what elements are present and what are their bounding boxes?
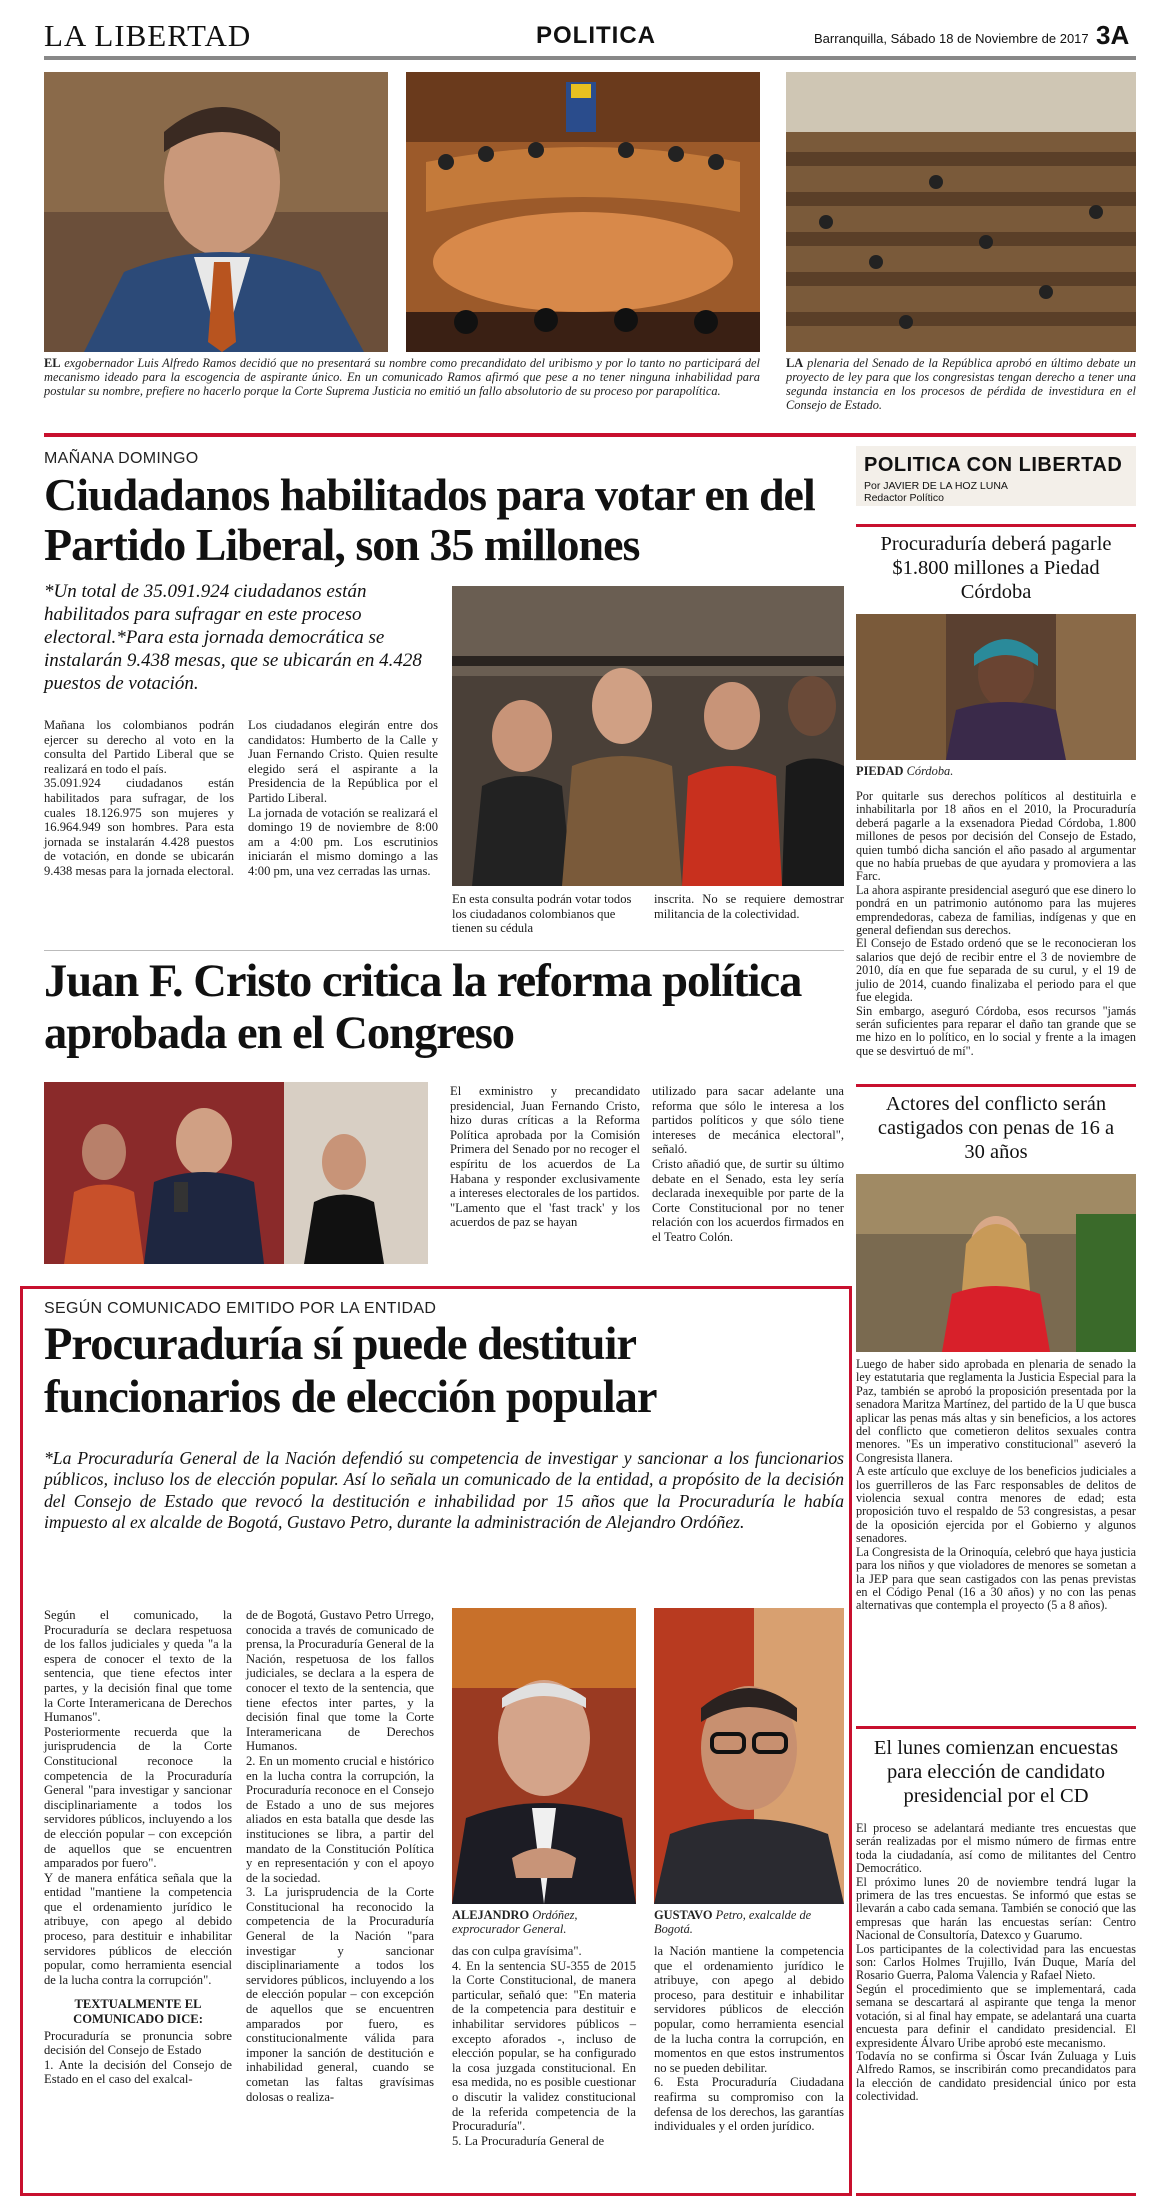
photo-piedad-cordoba — [856, 614, 1136, 760]
story2-col2-p1: utilizado para sacar adelante una reforma que sólo le interesa a los partidos políticos y que sólo tiene intereses de mecánica electoral", señaló. — [652, 1084, 844, 1157]
story3-lead: *La Procuraduría General de la Nación defendió su competencia de investigar y sancionar a los funcionarios públicos, incluso los de elección popular. Así lo señala un comunicado de la entidad, a propósito de la decisión del Consejo de Estado que revocó la destitución e inhabilidad por 15 años que la Procuraduría le había impuesto al ex alcalde de Bogotá, Gustavo Petro, durante la administración de Alejandro Ordóñez. — [44, 1448, 844, 1533]
caption-senate-text: plenaria del Senado de la República aprobó en último debate un proyecto de ley para que los congresistas tengan derecho a tener una segunda instancia en los procesos de pérdida de investidura en el Consejo de Estado. — [786, 356, 1136, 412]
caption-ramos-text: exgobernador Luis Alfredo Ramos decidió que no presentará su nombre como precandidato del uribismo y por lo tanto no participará del mecanismo ideado para la escogencia de aspirante único. En un comunicado Ramos afirmó que pese a no tener ninguna inhabilidad para postular su nombre, prefiere no hacerlo porque la Corte Suprema Justicia no emitió un fallo absolutorio de su proceso por parapolítica. — [44, 356, 760, 398]
story3-col3-p2: 4. En la sentencia SU-355 de 2015 la Corte Constitucional, de manera particular, señaló que: "En materia de la competencia para destituir e inhabilitar servidores públicos – excepto aforados -, incluso de elección popular, se ha configurado la cosa juzgada constitucional. En esa medida, no es posible cuestionar o discutir la validez constitucional de la referida competencia de la Procuraduría". — [452, 1958, 636, 2134]
story3-col4-p2: 6. Esta Procuraduría Ciudadana reafirma su compromiso con la defensa de los derechos, las garantías individuales y el orden jurídico. — [654, 2075, 844, 2134]
story1-photo-text-left: En esta consulta podrán votar todos los ciudadanos colombianos que tienen su cédula — [452, 892, 632, 936]
story1-col2-p2: La jornada de votación se realizará el domingo 19 de noviembre de 8:00 am a 4:00 pm. Los escrutinios iniciarán el mismo domingo a las 4:00 pm, una vez cerradas las urnas. — [248, 805, 438, 878]
photo-juan-cristo — [44, 1082, 428, 1264]
sidebar — [856, 446, 1136, 2196]
sidebar-item3-p2: El próximo lunes 20 de noviembre tendrá lugar la primera de las tres encuestas. Se informó que estas se llevarán a cabo cada semana. También se conoció que las empresas que harán las encuestas serían: Centro Nacional de Consultoría, Datexco y Guarumo. — [856, 1874, 1136, 1943]
sidebar-item1-headline: Procuraduría deberá pagarle $1.800 millones a Piedad Córdoba — [880, 533, 1112, 603]
sidebar-item1-p1: Por quitarle sus derechos políticos al destituirla e inhabilitarla por 18 años en el 2010, la Procuraduría deberá pagarle a la exsenadora Piedad Córdoba, 1.800 millones de pesos por decisión del Consejo de Estado, quien tumbó dicha sanción el año pasado al argumentar que no había pruebas de que ayudara y promoviera a las Farc. — [856, 789, 1136, 884]
section-name: POLITICA — [536, 22, 656, 49]
caption-petro-text: Petro, exalcalde de Bogotá. — [654, 1908, 812, 1936]
photo-gustavo-petro — [654, 1608, 844, 1904]
caption-ordonez-lead: ALEJANDRO — [452, 1908, 530, 1922]
story3-col2-p3: 3. La jurisprudencia de la Corte Constitucional ha reconocido la competencia de la Procuraduría General de la Nación "para investigar y sancionar disciplinariamente a todos los servidores públicos, incluyendo a los de elección popular – con excepción de aquellos que se encuentren amparados por fuero, es constitucionalmente válida para imponer la sanción de destitución e inhabilidad general, cuando se cometan las faltas gravísimas dolosas o realiza- — [246, 1885, 434, 2104]
photo-senate-plenary — [786, 72, 1136, 352]
caption-piedad — [856, 764, 1136, 778]
story3-col3-p1: das con culpa gravísima". — [452, 1944, 582, 1958]
caption-petro — [654, 1908, 844, 1936]
sidebar-item3-p4: Según el procedimiento que se implementará, cada semana se descartará al aspirante que tenga la menor votación, si al final hay empate, se adelantará una cuarta encuesta para definir el candidato presidencial. El expresidente Álvaro Uribe aprobó este mecanismo. — [856, 1981, 1136, 2050]
photo-liberal-voters — [452, 586, 844, 886]
story3-col4-p1: la Nación mantiene la competencia que el ordenamiento jurídico le atribuye, con apego al debido proceso, para destituir e inhabilitar servidores públicos de elección popular, como herramienta esencial de la lucha contra la corrupción, en momentos en que estos instrumentos no se pueden debilitar. — [654, 1944, 844, 2075]
story2-col1-p2: "Lamento que el 'fast track' y los acuerdos de paz se hayan — [450, 1200, 640, 1230]
sidebar-item2-p3: La Congresista de la Orinoquía, celebró que haya justicia para los niños y que violadores de menores se sometan a la JEP para que sean castigados con las penas previstas en el Código Penal (16 a 30 años) y no con las penas alternativas que contempla el proyecto (5 a 8 años). — [856, 1544, 1136, 1613]
story3-col1-p1: Según el comunicado, la Procuraduría se declara respetuosa de los fallos judiciales y queda "a la espera de conocer el texto de la sentencia, que tiene efectos inter partes, y la decisión final que tome la Corte Interamericana de Derechos Humanos". — [44, 1608, 232, 1725]
sidebar-byline: Por JAVIER DE LA HOZ LUNA — [864, 480, 1008, 492]
page-number: 3A — [1096, 20, 1130, 50]
story3-col1-tail2: 1. Ante la decisión del Consejo de Estado en el caso del exalcal- — [44, 2057, 232, 2087]
story3-col2-p2: 2. En un momento crucial e histórico en la lucha contra la corrupción, la Procuraduría reconoce en el Consejo de Estado a uno de sus mejores aliados en esta batalla que desde las instituciones se libra, a partir del mandato de la Constitución Política y en representación y con el apoyo de la sociedad. — [246, 1753, 434, 1885]
story3-col2-p1: de de Bogotá, Gustavo Petro Urrego, conocida a través de comunicado de prensa, la Procuraduría General de la Nación, respetuosa de los fallos judiciales, se declara a la espera de conocer el texto de la sentencia, que tiene efectos inter partes, y la decisión final que tome la Corte Interamericana de Derechos Humanos. — [246, 1608, 434, 1754]
caption-piedad-lead: PIEDAD — [856, 764, 904, 778]
sidebar-item2-p2: A este artículo que excluye de los beneficios judiciales a los guerrilleros de las Farc responsables de delitos de violencia sexual contra menores de edad; esta proposición tuvo el respaldo de 53 congresistas, a pesar de la oposición ejercida por el Gobierno y algunos senadores. — [856, 1464, 1136, 1546]
photo-maritza-martinez — [856, 1174, 1136, 1352]
story3-kicker: SEGÚN COMUNICADO EMITIDO POR LA ENTIDAD — [44, 1300, 437, 1317]
sidebar-item2-body — [856, 1358, 1136, 1613]
story1-kicker: MAÑANA DOMINGO — [44, 450, 199, 467]
sidebar-role: Redactor Político — [864, 492, 944, 504]
story1-photo-text-right: inscrita. No se requiere demostrar militancia de la colectividad. — [654, 892, 844, 921]
sidebar-item2-headline: Actores del conflicto serán castigados con penas de 16 a 30 años — [877, 1093, 1115, 1163]
sidebar-rule-3 — [856, 1726, 1136, 1729]
story1-col1-p2: 35.091.924 ciudadanos están habilitados para sufragar, de los cuales 18.126.975 son mujeres y 16.964.949 son hombres. Para esta jornada se instalarán 4.428 puestos de votación, en donde se ubicarán 9.438 mesas para la jornada electoral. — [44, 776, 234, 878]
sidebar-title: POLITICA CON LIBERTAD — [864, 454, 1123, 476]
masthead-rule — [44, 56, 1136, 60]
sidebar-item3-p1: El proceso se adelantará mediante tres encuestas que serán realizadas por el mismo número de firmas entre toda la ciudadanía, así como de militantes del Centro Democrático. — [856, 1821, 1136, 1876]
sidebar-item1-p3: El Consejo de Estado ordenó que se le reconocieran los salarios que dejó de recibir entre el 3 de noviembre de 2010, día en que fue separada de su curul, y el 19 de julio de 2014, cuando finalizaba el periodo para el que fue elegida. — [856, 936, 1136, 1005]
sidebar-item3-body — [856, 1822, 1136, 2104]
story3-col1 — [44, 1608, 232, 2087]
caption-ramos — [44, 356, 760, 398]
caption-ordonez-text: Ordóñez, exprocurador General. — [452, 1908, 578, 1936]
caption-senate — [786, 356, 1136, 412]
caption-piedad-text: Córdoba. — [906, 764, 954, 778]
story2-col2 — [652, 1084, 844, 1245]
story3-col2 — [246, 1608, 434, 2104]
sidebar-item3-p5: Todavía no se confirma si Óscar Iván Zuluaga y Luis Alfredo Ramos, se inscribirán como precandidatos para la elección de candidato presidencial único por esta colectividad. — [856, 2048, 1136, 2104]
photo-alejandro-ordonez — [452, 1608, 636, 1904]
sidebar-rule-1 — [856, 524, 1136, 527]
caption-ramos-lead: EL — [44, 356, 61, 370]
story1-lead: *Un total de 35.091.924 ciudadanos están habilitados para sufragar en este proceso electoral.*Para esta jornada democrática se instalarán 9.438 mesas, que se ubicarán en 4.428 puestos de votación. — [44, 581, 422, 694]
story3-col1-subhead: TEXTUALMENTE EL COMUNICADO DICE: — [73, 1997, 203, 2027]
sidebar-rule-2 — [856, 1084, 1136, 1087]
story2-col2-p2: Cristo añadió que, de surtir su último debate en el Senado, esta ley sería declarada inexequible por parte de la Corte Constitucional por no tener relación con los acuerdos firmados en el Teatro Colón. — [652, 1156, 844, 1244]
story3-col4 — [654, 1944, 844, 2134]
issue-date: Barranquilla, Sábado 18 de Noviembre de 2017 — [814, 31, 1089, 46]
story1-rule — [44, 950, 844, 951]
story1-col2 — [248, 718, 438, 879]
story1-col1-p1: Mañana los colombianos podrán ejercer su derecho al voto en la consulta del Partido Liberal que se realizará en todo el país. — [44, 718, 234, 776]
caption-petro-lead: GUSTAVO — [654, 1908, 713, 1922]
story3-col1-p3: Y de manera enfática señala que la entidad "mantiene la competencia que el ordenamiento jurídico le atribuye, con apego al debido proceso, para destituir e inhabilitar servidores públicos de elección popular, como herramienta esencial de la lucha contra la corrupción". — [44, 1870, 232, 1987]
photo-supreme-court — [406, 72, 760, 352]
masthead — [44, 14, 1136, 58]
sidebar-bottom-rule — [856, 2193, 1136, 2196]
sidebar-item3-headline: El lunes comienzan encuestas para elección de candidato presidencial por el CD — [873, 1737, 1119, 1807]
photo-luis-alfredo-ramos — [44, 72, 388, 352]
caption-ordonez — [452, 1908, 636, 1936]
story3-col1-tail1: Procuraduría se pronuncia sobre decisión del Consejo de Estado — [44, 2028, 232, 2058]
caption-senate-lead: LA — [786, 356, 804, 370]
sidebar-item2-p1: Luego de haber sido aprobada en plenaria de senado la ley estatutaria que reglamenta la Justicia Especial para la Paz, también se aprobó la proposición presentada por la senadora Maritza Martínez, del partido de la U que busca aplicar las penas más altas y sin beneficios, a los actores del conflicto que cometieron delitos sexuales contra menores. "Es un imperativo constitucional" aseveró la Congresista llanera. — [856, 1357, 1136, 1465]
story3-col3 — [452, 1944, 636, 2148]
sidebar-item1-p4: Sin embargo, aseguró Córdoba, esos recursos "jamás serán suficientes para reparar el daño tan grande que se me hizo en lo político, en lo social y frente a la imagen que se desvirtuó de mí". — [856, 1003, 1136, 1058]
sidebar-item1-body — [856, 790, 1136, 1058]
story1-col2-p1: Los ciudadanos elegirán entre dos candidatos: Humberto de la Calle y Juan Fernando Cristo. Quien resulte elegido será el aspirante a la Presidencia de la República por el Partido Liberal. — [248, 718, 438, 805]
sidebar-item1-p2: La ahora aspirante presidencial aseguró que ese dinero lo pondrá en un patrimonio autónomo para las mujeres emprendedoras, cabeza de familias, indígenas y que en general defiendan sus derechos. — [856, 882, 1136, 938]
story1-headline: Ciudadanos habilitados para votar en del Partido Liberal, son 35 millones — [44, 469, 815, 570]
story2-headline: Juan F. Cristo critica la reforma política aprobada en el Congreso — [44, 956, 802, 1059]
story1-col1 — [44, 718, 234, 879]
paper-name: LA LIBERTAD — [44, 18, 252, 53]
story2-col1-p1: El exministro y precandidato presidencial, Juan Fernando Cristo, hizo duras críticas a la Reforma Política aprobada por la Comisión Primera del Senado por no recoger el espíritu de los acuerdos de La Habana y responder exclusivamente a intereses electorales de los partidos. — [450, 1084, 640, 1201]
sidebar-item3-p3: Los participantes de la colectividad para las encuestas son: Carlos Holmes Trujillo, Iván Duque, María del Rosario Guerra, Paloma Valencia y Rafael Nieto. — [856, 1941, 1136, 1983]
story3-col1-p2: Posteriormente recuerda que la jurisprudencia de la Corte Constitucional reconoce la competencia de la Procuraduría General "para investigar y sancionar disciplinariamente a todos los servidores públicos, incluyendo a los de elección popular – con excepción de aquellos que se encuentren amparados por fuero". — [44, 1724, 232, 1871]
story2-col1 — [450, 1084, 640, 1230]
top-rule — [44, 433, 1136, 437]
story3-col3-p3: 5. La Procuraduría General de — [452, 2133, 605, 2148]
story3-headline: Procuraduría sí puede destituir funcionarios de elección popular — [44, 1319, 657, 1423]
